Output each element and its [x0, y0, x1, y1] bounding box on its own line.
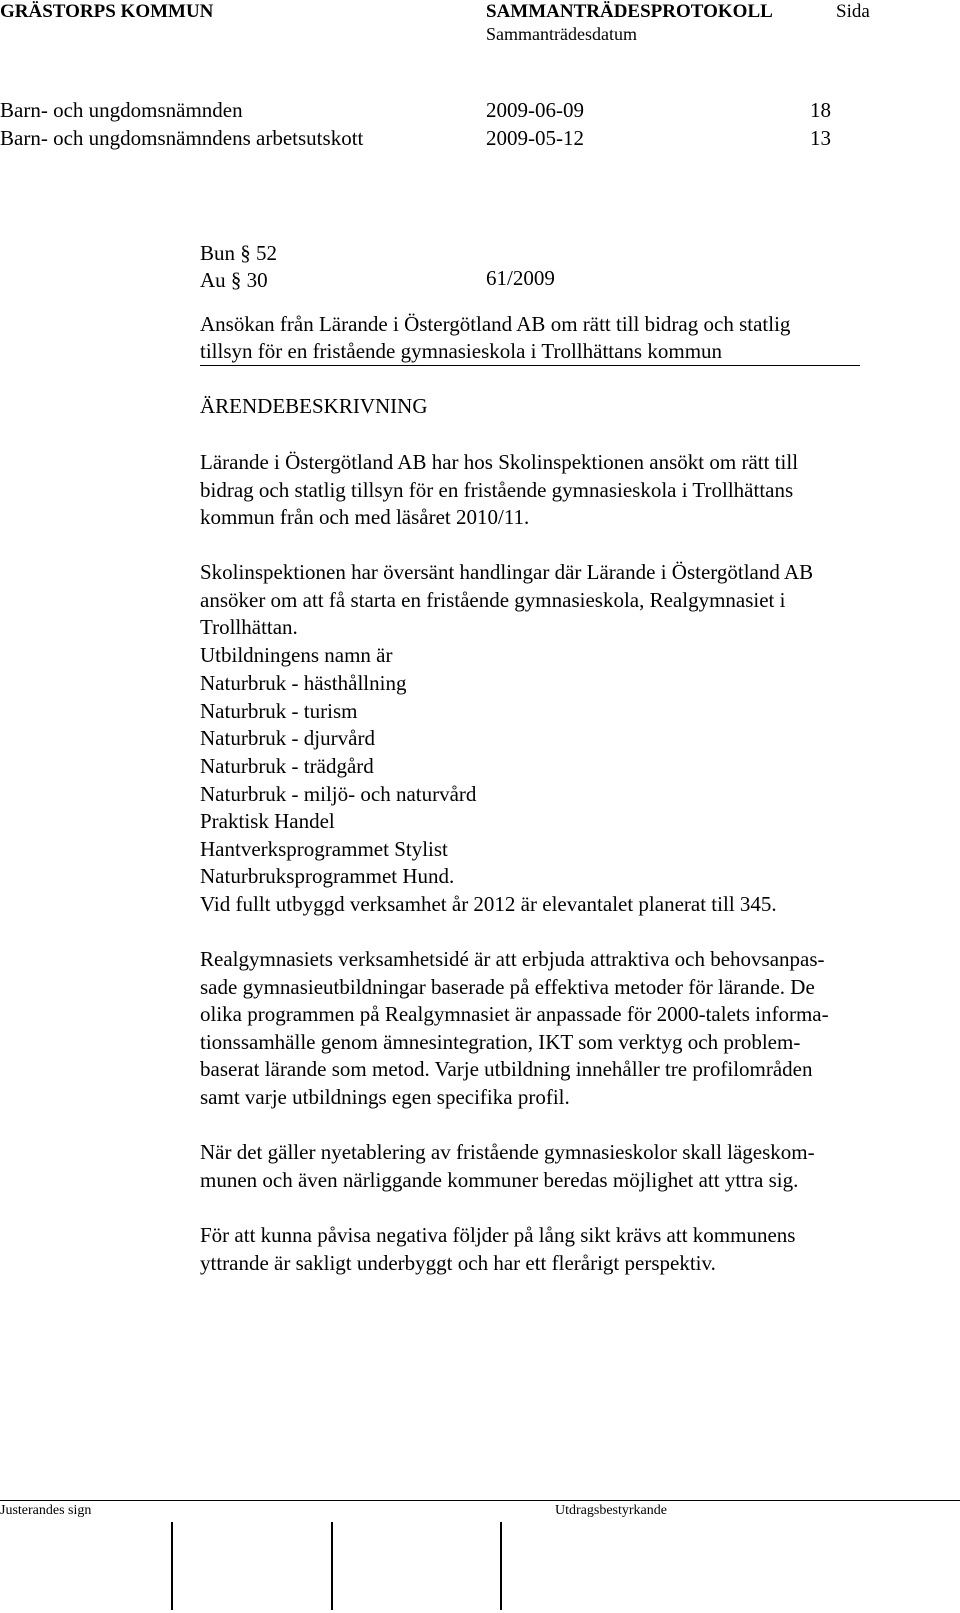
text-line: ansöker om att få starta en fristående gymnasieskola, Realgymnasiet i — [200, 588, 786, 612]
municipality-name: GRÄSTORPS KOMMUN — [0, 1, 214, 22]
program-item: Naturbruksprogrammet Hund. — [200, 864, 455, 888]
signature-box-divider — [500, 1522, 502, 1610]
meeting-date: 2009-06-09 — [486, 98, 584, 122]
text-line: Trollhättan. — [200, 615, 298, 639]
text-line: Lärande i Östergötland AB har hos Skolinspektionen ansökt om rätt till — [200, 450, 799, 474]
footer-rule — [0, 1500, 960, 1501]
signature-box-divider — [331, 1522, 333, 1610]
meeting-page: 18 — [810, 98, 831, 122]
text-line: Realgymnasiets verksamhetsidé är att erbjuda attraktiva och behovsanpas- — [200, 947, 825, 971]
text-line: bidrag och statlig tillsyn för en fristående gymnasieskola i Trollhättans — [200, 478, 794, 502]
justerandes-sign-label: Justerandes sign — [0, 1503, 92, 1518]
program-item: Naturbruk - turism — [200, 699, 358, 723]
utdragsbestyrkande-label: Utdragsbestyrkande — [555, 1503, 667, 1518]
program-item: Hantverksprogrammet Stylist — [200, 837, 448, 861]
program-item: Naturbruk - djurvård — [200, 726, 375, 750]
program-item: Naturbruk - hästhållning — [200, 671, 407, 695]
text-line: Vid fullt utbyggd verksamhet år 2012 är elevantalet planerat till 345. — [200, 892, 777, 916]
text-line: sade gymnasieutbildningar baserade på effektiva metoder för lärande. De — [200, 975, 815, 999]
meeting-body: Barn- och ungdomsnämnden — [0, 98, 243, 122]
program-item: Praktisk Handel — [200, 809, 335, 833]
text-line: yttrande är sakligt underbyggt och har ett flerårigt perspektiv. — [200, 1251, 716, 1275]
meeting-date: 2009-05-12 — [486, 126, 584, 150]
page-label: Sida — [836, 1, 870, 22]
title-underline — [200, 365, 860, 366]
program-item: Naturbruk - miljö- och naturvård — [200, 782, 477, 806]
text-line: samt varje utbildnings egen specifika profil. — [200, 1085, 570, 1109]
meeting-date-label: Sammanträdesdatum — [486, 24, 637, 44]
text-line: För att kunna påvisa negativa följder på lång sikt krävs att kommunens — [200, 1223, 796, 1247]
text-line: munen och även närliggande kommuner beredas möjlighet att yttra sig. — [200, 1168, 799, 1192]
text-line: Skolinspektionen har översänt handlingar där Lärande i Östergötland AB — [200, 560, 814, 584]
au-paragraph-number: Au § 30 — [200, 268, 268, 292]
section-heading: ÄRENDEBESKRIVNING — [200, 394, 428, 418]
meeting-page: 13 — [810, 126, 831, 150]
program-item: Naturbruk - trädgård — [200, 754, 374, 778]
text-line: tionssamhälle genom ämnesintegration, IKT som verktyg och problem- — [200, 1030, 801, 1054]
text-line: baserat lärande som metod. Varje utbildning innehåller tre profilområden — [200, 1057, 813, 1081]
case-title-line: tillsyn för en fristående gymnasieskola i Trollhättans kommun — [200, 339, 723, 363]
case-title-line: Ansökan från Lärande i Östergötland AB om rätt till bidrag och statlig — [200, 312, 791, 336]
meeting-body: Barn- och ungdomsnämndens arbetsutskott — [0, 126, 364, 150]
signature-box-divider — [171, 1522, 173, 1610]
bun-paragraph-number: Bun § 52 — [200, 241, 278, 265]
text-line: När det gäller nyetablering av fristående gymnasieskolor skall lägeskom- — [200, 1140, 815, 1164]
text-line: olika programmen på Realgymnasiet är anpassade för 2000-talets informa- — [200, 1002, 829, 1026]
case-number: 61/2009 — [486, 266, 555, 290]
text-line: kommun från och med läsåret 2010/11. — [200, 505, 530, 529]
text-line: Utbildningens namn är — [200, 643, 393, 667]
document-type: SAMMANTRÄDESPROTOKOLL — [486, 1, 773, 22]
